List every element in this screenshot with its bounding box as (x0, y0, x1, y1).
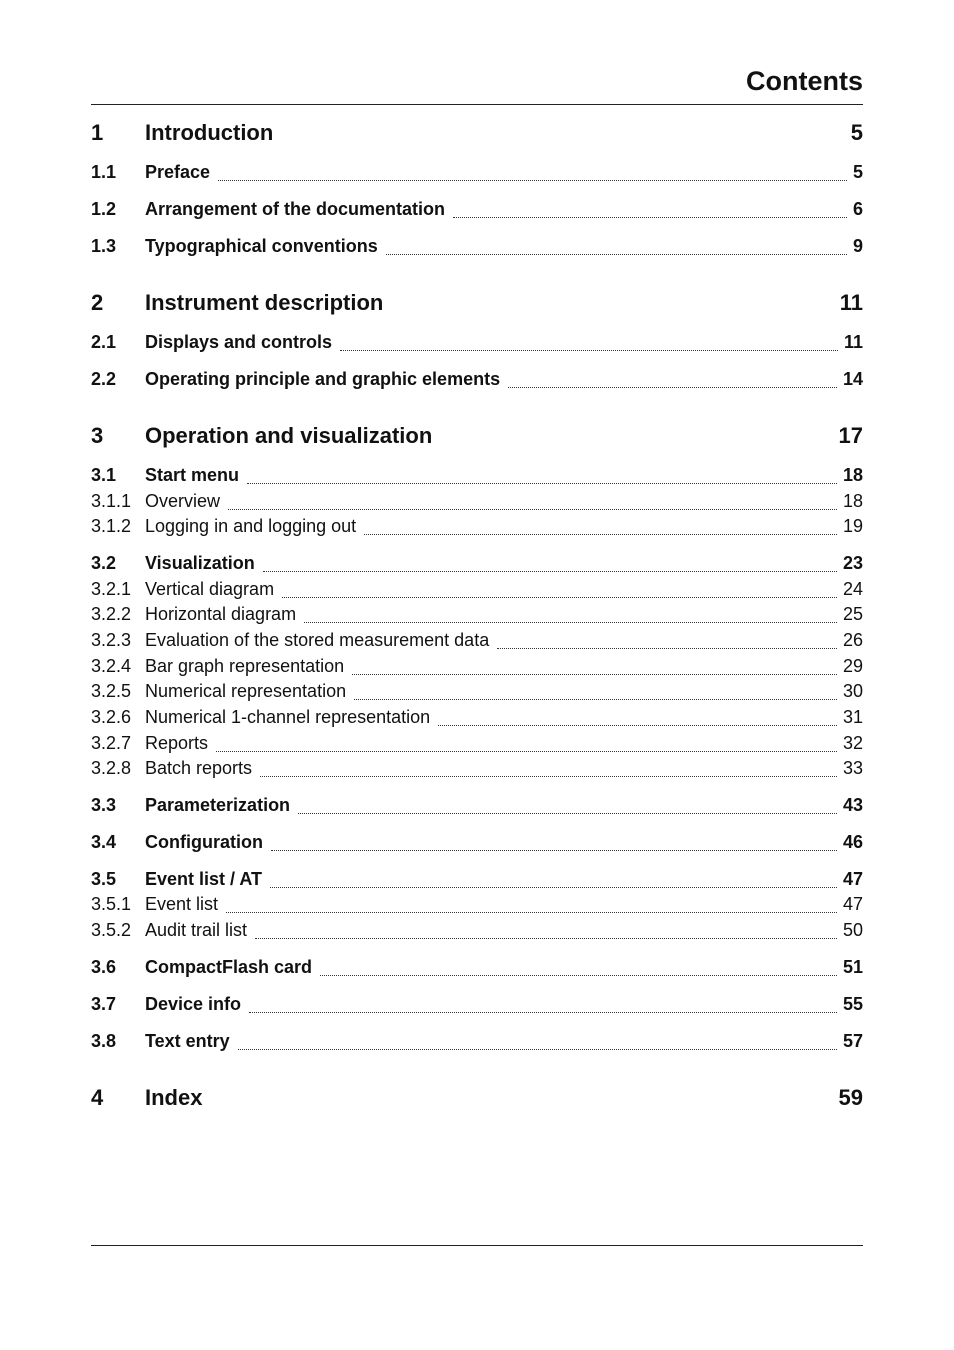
toc-page: 17 (838, 423, 863, 448)
dot-leader (497, 647, 837, 649)
toc-number: 3.2.5 (91, 681, 132, 701)
toc-section[interactable] (91, 236, 863, 262)
toc-page: 50 (842, 920, 863, 940)
dot-leader (218, 179, 847, 181)
toc-chapter[interactable] (91, 1085, 863, 1117)
dot-leader (271, 849, 837, 851)
toc-number: 3 (91, 423, 104, 448)
toc-label: Overview (145, 491, 221, 511)
toc-page: 19 (842, 516, 863, 536)
dot-leader (263, 570, 837, 572)
dot-leader (352, 673, 837, 675)
toc-label: Vertical diagram (145, 579, 275, 599)
toc-chapter[interactable] (91, 120, 863, 152)
toc-label: Operating principle and graphic elements (145, 369, 501, 389)
dot-leader (249, 1011, 837, 1013)
toc-label: Preface (145, 162, 211, 182)
toc-page: 26 (842, 630, 863, 650)
dot-leader (304, 621, 837, 623)
dot-leader (340, 349, 838, 351)
toc-label: CompactFlash card (145, 957, 313, 977)
toc-page: 11 (839, 290, 863, 315)
toc-page: 59 (838, 1085, 863, 1110)
toc-label: Configuration (145, 832, 263, 852)
toc-label: Bar graph representation (145, 656, 345, 676)
toc-label: Parameterization (145, 795, 291, 815)
toc-page: 46 (842, 832, 863, 852)
toc-label: Typographical conventions (145, 236, 378, 256)
toc-number: 3.2.3 (91, 630, 132, 650)
dot-leader (260, 775, 837, 777)
toc-page: 14 (842, 369, 863, 389)
toc-subsection[interactable] (91, 516, 863, 542)
toc-section[interactable] (91, 832, 863, 858)
toc-label: Device info (145, 994, 242, 1014)
toc-number: 3.1.1 (91, 491, 132, 511)
toc-page: 9 (852, 236, 863, 256)
toc-page: 31 (842, 707, 863, 727)
toc-number: 1 (91, 120, 104, 145)
toc-number: 3.6 (91, 957, 117, 977)
toc-page: 33 (842, 758, 863, 778)
toc-page: 47 (842, 894, 863, 914)
dot-leader (364, 533, 837, 535)
toc-page: 18 (842, 465, 863, 485)
toc-subsection[interactable] (91, 579, 863, 605)
toc-page: 29 (842, 656, 863, 676)
toc-section[interactable] (91, 369, 863, 395)
toc-subsection[interactable] (91, 894, 863, 920)
toc-number: 4 (91, 1085, 104, 1110)
toc-label: Logging in and logging out (145, 516, 357, 536)
toc-section[interactable] (91, 553, 863, 579)
toc-label: Event list (145, 894, 219, 914)
toc-number: 3.2.1 (91, 579, 132, 599)
toc-label: Index (145, 1085, 203, 1110)
toc-section[interactable] (91, 957, 863, 983)
dot-leader (216, 750, 837, 752)
toc-number: 1.1 (91, 162, 117, 182)
toc-section[interactable] (91, 332, 863, 358)
toc-number: 3.4 (91, 832, 117, 852)
toc-number: 3.5.1 (91, 894, 132, 914)
toc-number: 3.2.6 (91, 707, 132, 727)
dot-leader (298, 812, 837, 814)
toc-number: 1.3 (91, 236, 117, 256)
toc-subsection[interactable] (91, 681, 863, 707)
toc-page: 6 (852, 199, 863, 219)
toc-label: Reports (145, 733, 209, 753)
toc-section[interactable] (91, 162, 863, 188)
toc-section[interactable] (91, 1031, 863, 1057)
toc-number: 1.2 (91, 199, 117, 219)
toc-section[interactable] (91, 869, 863, 895)
toc-label: Numerical 1-channel representation (145, 707, 431, 727)
toc-number: 2.2 (91, 369, 117, 389)
toc-page: 11 (843, 332, 863, 352)
toc-page: 43 (842, 795, 863, 815)
dot-leader (453, 216, 847, 218)
toc-page: 25 (842, 604, 863, 624)
toc-page: 24 (842, 579, 863, 599)
toc-label: Operation and visualization (145, 423, 433, 448)
toc-subsection[interactable] (91, 733, 863, 759)
dot-leader (247, 482, 837, 484)
dot-leader (255, 937, 837, 939)
toc-label: Event list / AT (145, 869, 263, 889)
toc-label: Horizontal diagram (145, 604, 297, 624)
toc-page: 18 (842, 491, 863, 511)
toc-number: 2 (91, 290, 104, 315)
toc-number: 3.2 (91, 553, 117, 573)
toc-subsection[interactable] (91, 656, 863, 682)
toc-section[interactable] (91, 994, 863, 1020)
toc-number: 3.5.2 (91, 920, 132, 940)
toc-page: 55 (842, 994, 863, 1014)
toc-subsection[interactable] (91, 920, 863, 946)
toc-label: Audit trail list (145, 920, 248, 940)
dot-leader (238, 1048, 837, 1050)
dot-leader (282, 596, 837, 598)
toc-number: 3.7 (91, 994, 117, 1014)
dot-leader (508, 386, 837, 388)
toc-number: 3.2.2 (91, 604, 132, 624)
toc-number: 3.2.7 (91, 733, 132, 753)
dot-leader (354, 698, 837, 700)
toc-label: Evaluation of the stored measurement data (145, 630, 490, 650)
toc-chapter[interactable] (91, 423, 863, 455)
header-rule (91, 104, 863, 105)
toc-label: Visualization (145, 553, 255, 573)
toc-chapter[interactable] (91, 290, 863, 322)
toc-page: 5 (852, 162, 863, 182)
toc-number: 3.8 (91, 1031, 117, 1051)
toc-label: Batch reports (145, 758, 253, 778)
toc-page: 30 (842, 681, 863, 701)
toc-label: Arrangement of the documentation (145, 199, 446, 219)
toc-subsection[interactable] (91, 604, 863, 630)
dot-leader (228, 508, 837, 510)
toc-number: 3.1.2 (91, 516, 132, 536)
toc-number: 3.5 (91, 869, 117, 889)
toc-number: 3.1 (91, 465, 117, 485)
dot-leader (226, 911, 837, 913)
toc-label: Numerical representation (145, 681, 347, 701)
toc-section[interactable] (91, 199, 863, 225)
toc-subsection[interactable] (91, 630, 863, 656)
toc-number: 3.2.4 (91, 656, 132, 676)
toc-page: 23 (842, 553, 863, 573)
toc-label: Instrument description (145, 290, 384, 315)
page-title: Contents (746, 66, 863, 96)
dot-leader (270, 886, 837, 888)
toc-page: 57 (842, 1031, 863, 1051)
toc-subsection[interactable] (91, 758, 863, 784)
toc-number: 3.3 (91, 795, 117, 815)
toc-number: 3.2.8 (91, 758, 132, 778)
dot-leader (386, 253, 847, 255)
toc-section[interactable] (91, 465, 863, 491)
dot-leader (438, 724, 837, 726)
dot-leader (320, 974, 837, 976)
toc-label: Displays and controls (145, 332, 333, 352)
toc-label: Start menu (145, 465, 240, 485)
footer-rule (91, 1245, 863, 1246)
toc-label: Introduction (145, 120, 274, 145)
toc-section[interactable] (91, 795, 863, 821)
toc-page: 51 (842, 957, 863, 977)
toc-page: 32 (842, 733, 863, 753)
toc-page: 5 (850, 120, 863, 145)
toc-subsection[interactable] (91, 707, 863, 733)
toc-label: Text entry (145, 1031, 230, 1051)
toc-page: 47 (842, 869, 863, 889)
toc-number: 2.1 (91, 332, 117, 352)
toc-subsection[interactable] (91, 491, 863, 517)
